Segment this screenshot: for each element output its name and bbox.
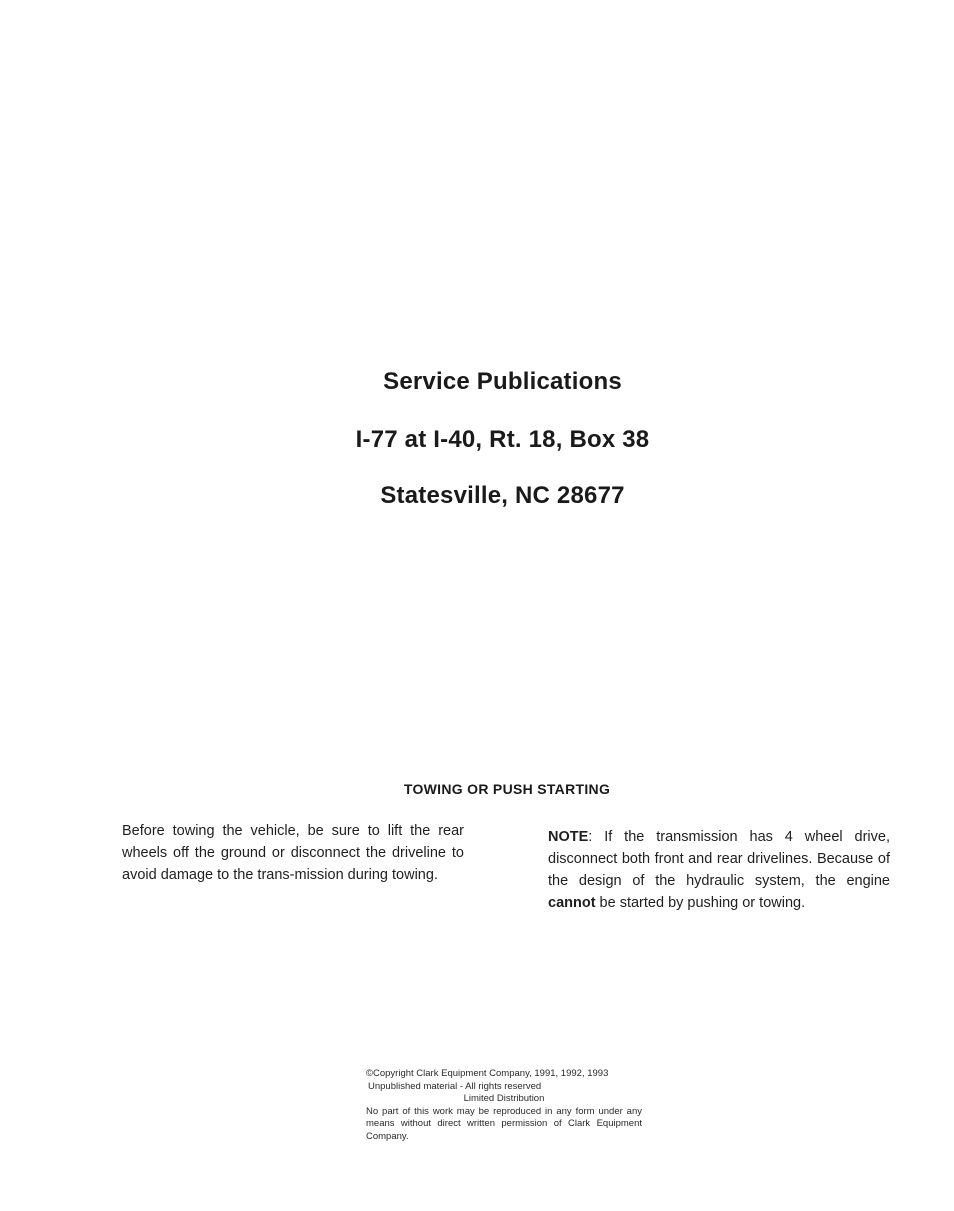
towing-note-column — [548, 826, 890, 914]
copyright-block — [366, 1068, 642, 1143]
note-text-1: : If the transmission has 4 wheel drive, disconnect both front and rear drivelines. Because of the design of the hydraulic system, the engine — [548, 829, 890, 889]
address-line-3: Statesville, NC 28677 — [380, 482, 625, 509]
address-line-1: Service Publications — [383, 368, 622, 395]
address-line-2: I-77 at I-40, Rt. 18, Box 38 — [355, 426, 650, 453]
towing-left-column — [122, 820, 464, 886]
note-text-2: be started by pushing or towing. — [595, 895, 806, 911]
copyright-notice: No part of this work may be reproduced in any form under any means without direct written permission of Clark Equipment Company. — [366, 1105, 642, 1142]
towing-note — [548, 826, 890, 914]
copyright-line: ©Copyright Clark Equipment Company, 1991, 1992, 1993 — [366, 1068, 609, 1079]
copyright-rights: Unpublished material - All rights reserved — [368, 1080, 542, 1092]
towing-instructions: Before towing the vehicle, be sure to lift the rear wheels off the ground or disconnect the driveline to avoid damage to the trans-mission during towing. — [122, 823, 464, 883]
note-emphasis: cannot — [548, 895, 596, 911]
copyright-distribution: Limited Distribution — [463, 1093, 545, 1104]
towing-heading: TOWING OR PUSH STARTING — [403, 781, 611, 797]
note-label: NOTE — [548, 829, 589, 845]
